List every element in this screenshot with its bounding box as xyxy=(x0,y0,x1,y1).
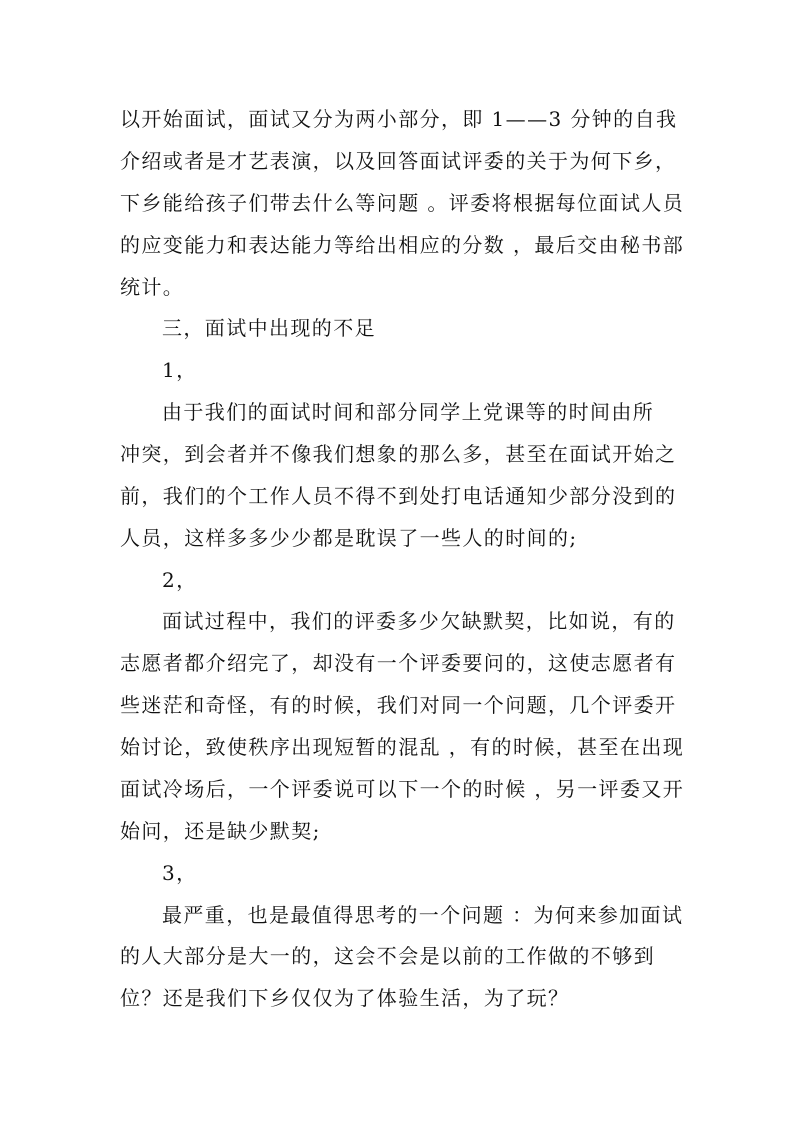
paragraph-line: 位？还是我们下乡仅仅为了体验生活，为了玩？ xyxy=(120,986,570,1010)
paragraph-line: 始问，还是缺少默契; xyxy=(120,819,321,843)
paragraph-line: 统计。 xyxy=(120,275,185,299)
paragraph-line: 的人大部分是大一的，这会不会是以前的工作做的不够到 xyxy=(120,944,655,968)
section-heading: 三，面试中出现的不足 xyxy=(162,316,376,340)
paragraph-line: 以开始面试，面试又分为两小部分，即 1——3 分钟的自我 xyxy=(120,107,678,131)
paragraph-line: 志愿者都介绍完了，却没有一个评委要问的，这使志愿者有 xyxy=(120,651,677,675)
list-number: 3， xyxy=(162,861,198,885)
paragraph-line: 始讨论，致使秩序出现短暂的混乱 ，有的时候，甚至在出现 xyxy=(120,735,685,759)
paragraph-line: 人员，这样多多少少都是耽误了一些人的时间的; xyxy=(120,526,578,550)
paragraph-line: 的应变能力和表达能力等给出相应的分数 ，最后交由秘书部 xyxy=(120,233,685,257)
list-number: 1， xyxy=(162,358,198,382)
paragraph-line: 最严重，也是最值得思考的一个问题 ：为何来参加面试 xyxy=(162,903,684,927)
list-number: 2， xyxy=(162,568,198,592)
paragraph-line: 些迷茫和奇怪，有的时候，我们对同一个问题，几个评委开 xyxy=(120,693,677,717)
paragraph-line: 面试冷场后，一个评委说可以下一个的时候 ，另一评委又开 xyxy=(120,777,685,801)
paragraph-line: 介绍或者是才艺表演，以及回答面试评委的关于为何下乡， xyxy=(120,149,677,173)
paragraph-line: 冲突，到会者并不像我们想象的那么多，甚至在面试开始之 xyxy=(120,442,677,466)
paragraph-line: 下乡能给孩子们带去什么等问题 。评委将根据每位面试人员 xyxy=(120,191,685,215)
paragraph-line: 由于我们的面试时间和部分同学上党课等的时间由所 xyxy=(162,400,655,424)
paragraph-line: 前，我们的个工作人员不得不到处打电话通知少部分没到的 xyxy=(120,484,677,508)
paragraph-line: 面试过程中，我们的评委多少欠缺默契，比如说，有的 xyxy=(162,609,676,633)
